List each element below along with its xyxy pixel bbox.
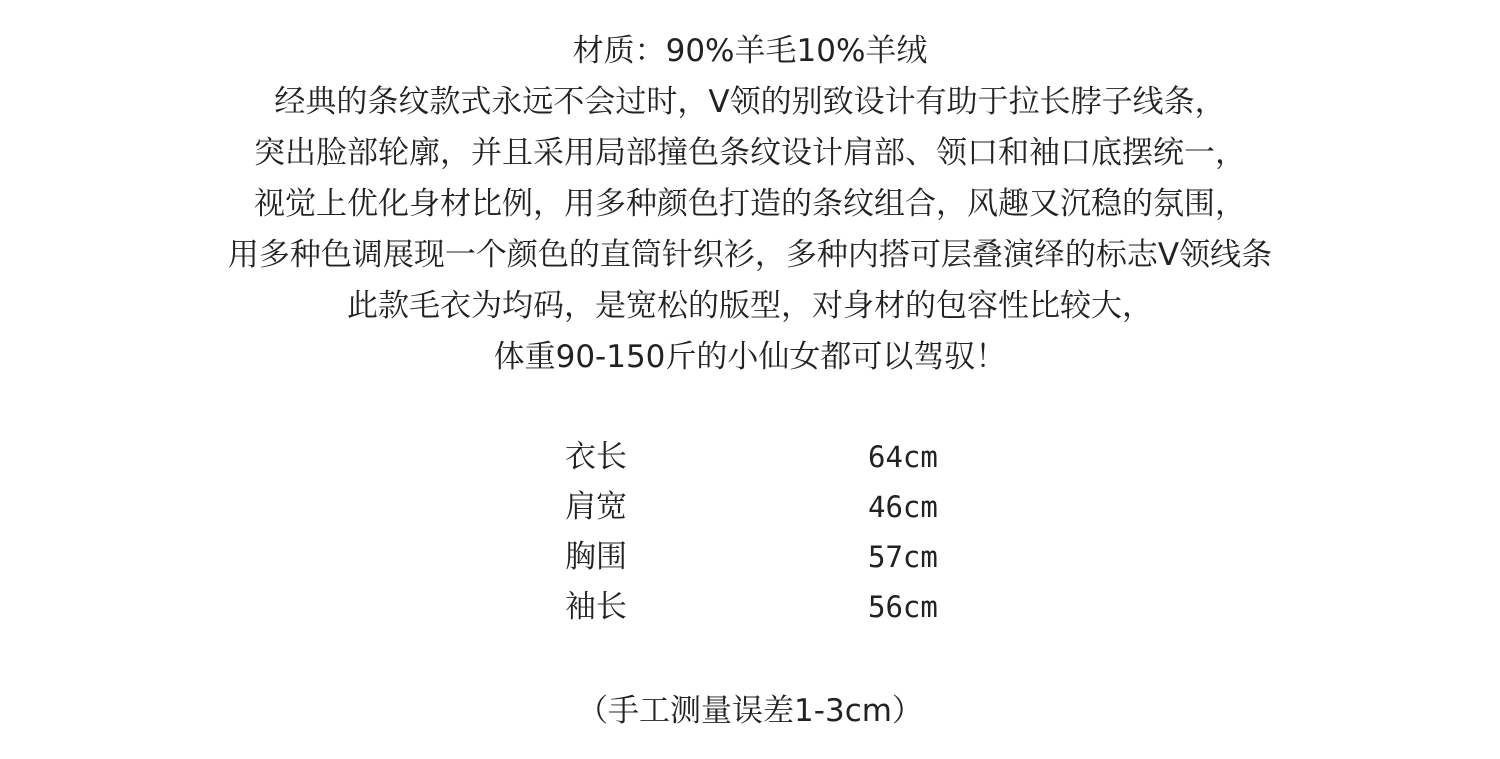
product-description (0, 26, 1500, 383)
size-table (565, 434, 985, 634)
size-row-length (565, 434, 985, 484)
description-line: 视觉上优化身材比例，用多种颜色打造的条纹组合，风趣又沉稳的氛围， (254, 186, 1246, 222)
size-value: 64cm (868, 440, 938, 474)
size-value: 46cm (868, 490, 938, 524)
size-label: 肩宽 (565, 489, 627, 525)
material-line: 材质：90%羊毛10%羊绒 (572, 33, 928, 69)
size-label: 袖长 (565, 589, 627, 625)
description-line: 用多种色调展现一个颜色的直筒针织衫，多种内搭可层叠演绎的标志V领线条 (227, 237, 1273, 273)
description-line: 突出脸部轮廓，并且采用局部撞色条纹设计肩部、领口和袖口底摆统一， (254, 135, 1246, 171)
size-label: 胸围 (565, 539, 627, 575)
description-line: 此款毛衣为均码，是宽松的版型，对身材的包容性比较大， (347, 288, 1153, 324)
size-row-shoulder (565, 484, 985, 534)
size-value: 57cm (868, 540, 938, 574)
description-line: 经典的条纹款式永远不会过时，V领的别致设计有助于拉长脖子线条， (274, 84, 1226, 120)
size-label: 衣长 (565, 439, 627, 475)
size-row-sleeve (565, 584, 985, 634)
size-value: 56cm (868, 590, 938, 624)
measurement-note: （手工测量误差1-3cm） (577, 693, 923, 729)
description-line: 体重90-150斤的小仙女都可以驾驭！ (493, 339, 1007, 375)
size-row-chest (565, 534, 985, 584)
